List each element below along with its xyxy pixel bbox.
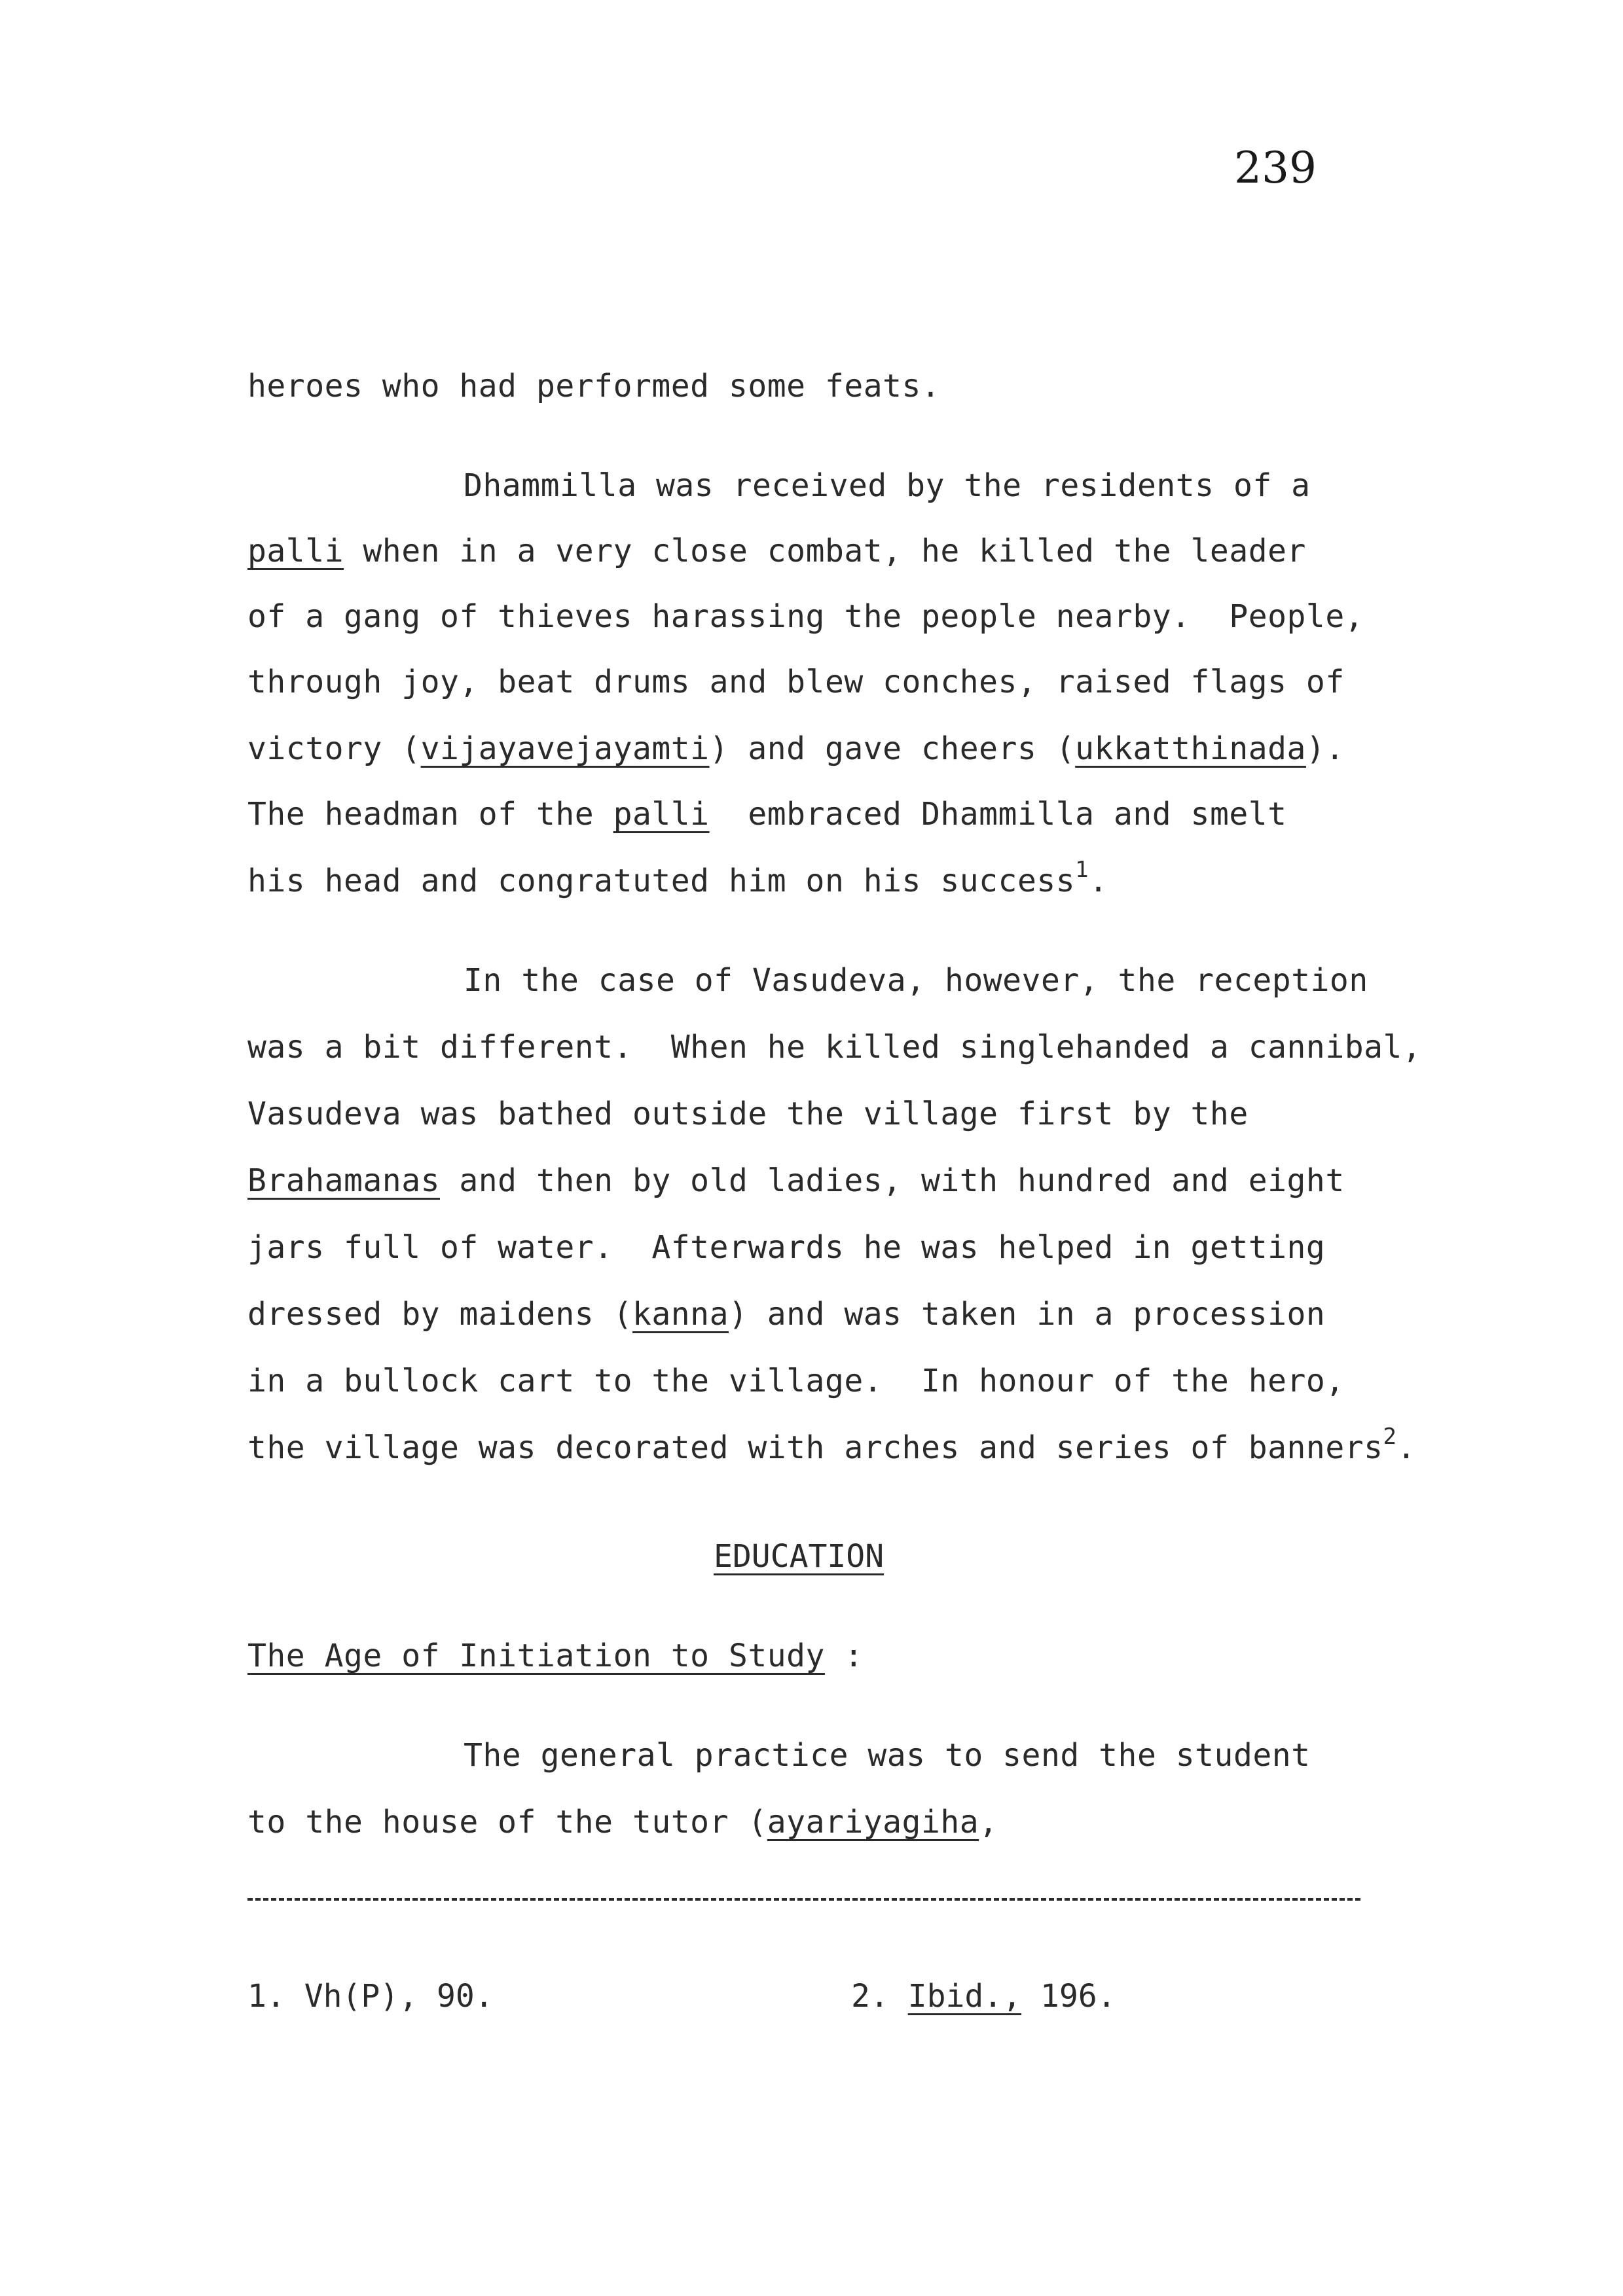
- term: palli: [247, 533, 344, 569]
- text: Dhammilla was received by the residents of a: [464, 467, 1311, 504]
- text-line: [247, 597, 1364, 636]
- term: vijayavejayamti: [420, 730, 710, 767]
- text: and then by old ladies, with hundred and eight: [439, 1162, 1345, 1199]
- text: embraced Dhammilla and smelt: [709, 796, 1287, 833]
- text-line: [247, 1295, 1325, 1334]
- subheading-line: [247, 1636, 864, 1676]
- text: .: [1089, 863, 1108, 899]
- text: :: [824, 1638, 864, 1674]
- text: In the case of Vasudeva, however, the reception: [464, 962, 1368, 999]
- text: heroes who had performed some feats.: [247, 368, 941, 404]
- text: 196.: [1021, 1978, 1116, 2015]
- term: ayariyagiha: [767, 1804, 979, 1840]
- text-line: [464, 1736, 1311, 1775]
- text-line: [464, 961, 1368, 1000]
- text: jars full of water. Afterwards he was helped in getting: [247, 1229, 1326, 1266]
- text: through joy, beat drums and blew conches, raised flags of: [247, 664, 1345, 700]
- footnote-ref: 2: [1383, 1424, 1397, 1450]
- text-line: [464, 466, 1311, 505]
- page-number: 239: [1234, 143, 1317, 193]
- text-line: [247, 1228, 1325, 1267]
- text-line: [247, 1361, 1345, 1401]
- text: in a bullock cart to the village. In honour of the hero,: [247, 1363, 1345, 1399]
- footnote-divider: [247, 1898, 1360, 1901]
- text-line: [247, 1424, 1416, 1467]
- text-line: [247, 1094, 1249, 1134]
- text-line: [247, 729, 1345, 768]
- term: ukkatthinada: [1075, 730, 1306, 767]
- text-line: [247, 662, 1345, 702]
- text-line: [247, 857, 1108, 901]
- text: was a bit different. When he killed singlehanded a cannibal,: [247, 1029, 1422, 1066]
- footnote-2: [851, 1977, 1116, 2016]
- text-line: [247, 531, 1306, 571]
- text-line: [247, 795, 1287, 834]
- text: The general practice was to send the student: [464, 1737, 1311, 1774]
- text: ).: [1305, 730, 1345, 767]
- section-heading: EDUCATION: [714, 1538, 884, 1575]
- term: Brahamanas: [247, 1162, 440, 1199]
- text: dressed by maidens (: [247, 1296, 632, 1333]
- term: Ibid.,: [907, 1978, 1022, 2015]
- text: ,: [979, 1804, 998, 1840]
- footnote-ref: 1: [1075, 857, 1089, 883]
- term: kanna: [632, 1296, 729, 1333]
- text: his head and congratuted him on his success: [247, 863, 1076, 899]
- text: .: [1396, 1429, 1416, 1466]
- text: victory (: [247, 730, 421, 767]
- text: the village was decorated with arches and series of banners: [247, 1429, 1383, 1466]
- text: The headman of the: [247, 796, 613, 833]
- text: of a gang of thieves harassing the people nearby. People,: [247, 598, 1364, 635]
- text-line: [247, 1028, 1421, 1067]
- text-line: [247, 367, 940, 406]
- text: Vasudeva was bathed outside the village first by the: [247, 1096, 1249, 1132]
- text: to the house of the tutor (: [247, 1804, 767, 1840]
- footnote-1: 1. Vh(P), 90.: [247, 1978, 494, 2015]
- text-line: [247, 1803, 998, 1842]
- text-line: [247, 1161, 1345, 1200]
- text: ) and was taken in a procession: [728, 1296, 1326, 1333]
- term: palli: [613, 796, 710, 833]
- text: when in a very close combat, he killed the leader: [344, 533, 1306, 569]
- text: ) and gave cheers (: [709, 730, 1076, 767]
- subheading: The Age of Initiation to Study: [247, 1638, 825, 1674]
- text: 2.: [851, 1978, 908, 2015]
